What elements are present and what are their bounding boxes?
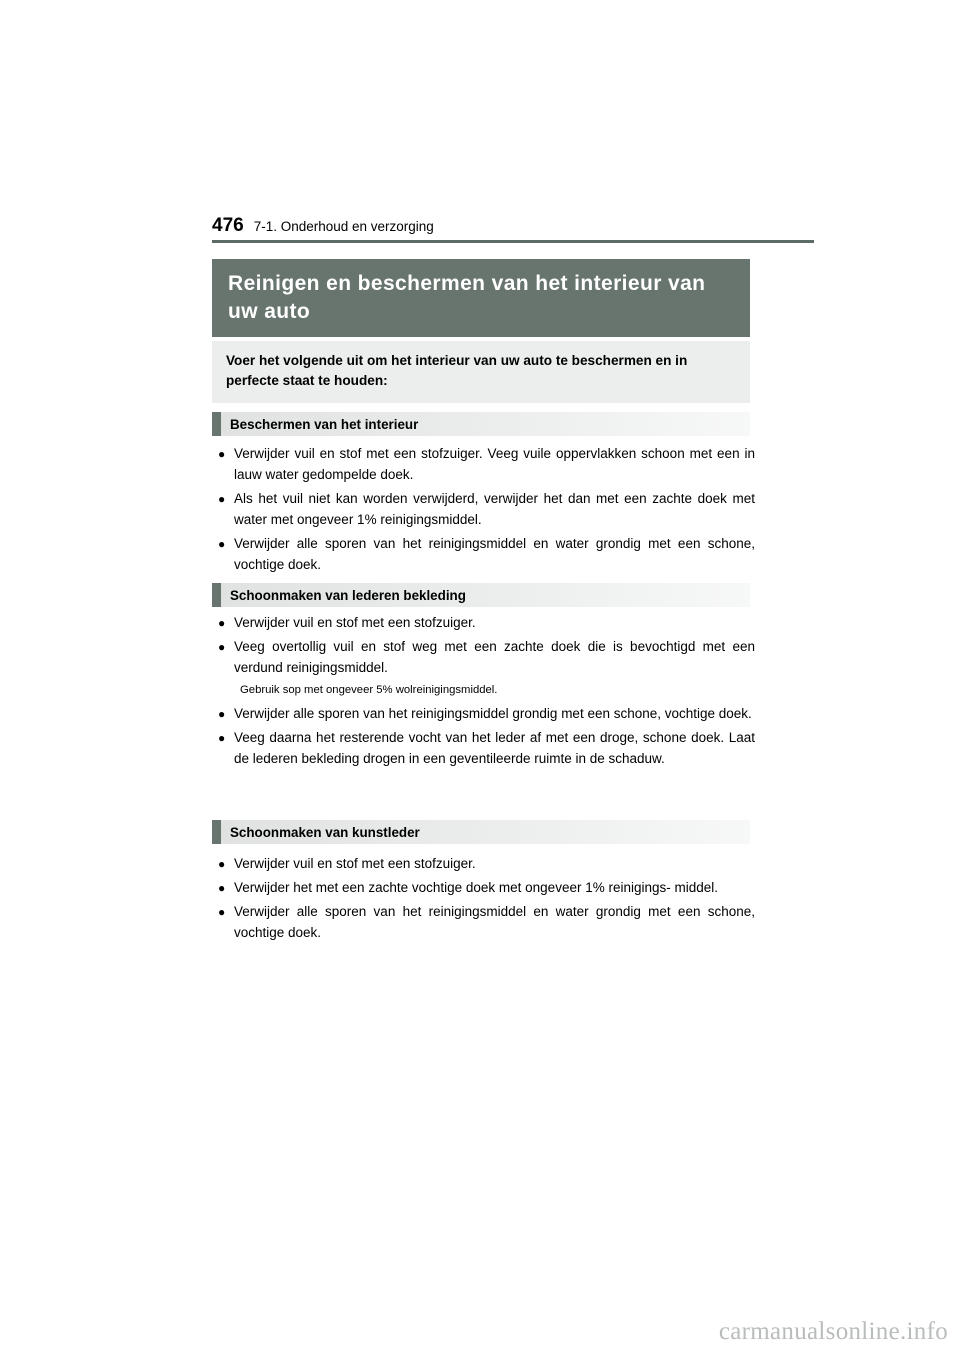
- section-title: Schoonmaken van kunstleder: [230, 824, 420, 840]
- section-marker-icon: [212, 820, 221, 844]
- list-item: [212, 704, 757, 725]
- list-item-text: Als het vuil niet kan worden verwijderd, verwijder het dan met een zachte doek met water met ongeveer 1% reinigingsmiddel.: [234, 490, 755, 527]
- bullet-icon: ●: [218, 616, 226, 630]
- intro-box: [212, 341, 750, 403]
- list-item-text: Verwijder alle sporen van het reinigingsmiddel grondig met een schone, vochtige doek.: [234, 705, 752, 721]
- list-item: [212, 728, 757, 770]
- list-item-text: Verwijder vuil en stof met een stofzuiger.: [234, 615, 476, 630]
- bullet-icon: ●: [218, 730, 226, 745]
- page-title: Reinigen en beschermen van het interieur van uw auto: [228, 272, 706, 323]
- section-body-kunstleder: [212, 854, 757, 947]
- list-item-text: Verwijder alle sporen van het reinigingsmiddel en water grondig met een schone, vochtige doek.: [234, 904, 755, 940]
- section-body-beschermen: [212, 444, 757, 579]
- bullet-icon: ●: [218, 905, 226, 919]
- list-item: [212, 878, 757, 899]
- list-item: [212, 637, 757, 679]
- bullet-icon: ●: [218, 640, 226, 654]
- bullet-icon: ●: [218, 706, 226, 721]
- watermark: carmanualsonline.info: [718, 1318, 948, 1345]
- page-header: [212, 215, 812, 237]
- list-item-text: Verwijder vuil en stof met een stofzuiger.: [234, 856, 476, 871]
- bullet-icon: ●: [218, 857, 226, 871]
- list-item: [212, 902, 757, 944]
- section-header-kunstleder: [212, 820, 750, 844]
- section-title: Beschermen van het interieur: [230, 416, 419, 432]
- list-item: [212, 534, 757, 576]
- list-item-text: Veeg daarna het resterende vocht van het leder af met een droge, schone doek. Laat de lederen bekleding drogen in een geventileerde ruimte in de schaduw.: [234, 729, 755, 766]
- section-note: Gebruik sop met ongeveer 5% wolreinigingsmiddel.: [240, 683, 498, 696]
- list-item-text: Verwijder vuil en stof met een stofzuiger. Veeg vuile oppervlakken schoon met een in lauw water gedompelde doek.: [234, 446, 755, 482]
- bullet-icon: ●: [218, 881, 226, 895]
- section-header-lederen-bekleding: [212, 583, 750, 607]
- page-number: 476: [212, 215, 244, 236]
- list-item: [212, 489, 757, 531]
- header-section-title: 7-1. Onderhoud en verzorging: [253, 219, 434, 234]
- list-item-text: Verwijder het met een zachte vochtige doek met ongeveer 1% reinigings- middel.: [234, 880, 719, 895]
- list-item-text: Verwijder alle sporen van het reinigingsmiddel en water grondig met een schone, vochtige doek.: [234, 535, 755, 572]
- section-header-beschermen: [212, 412, 750, 436]
- section-title: Schoonmaken van lederen bekleding: [230, 587, 466, 603]
- section-marker-icon: [212, 412, 221, 436]
- bullet-icon: ●: [218, 491, 226, 506]
- list-item-text: Veeg overtollig vuil en stof weg met een zachte doek die is bevochtigd met een verdund reinigingsmiddel.: [234, 639, 755, 675]
- intro-text: Voer het volgende uit om het interieur van uw auto te beschermen en in perfecte staat te houden:: [226, 353, 688, 389]
- section-body-lederen-bekleding: [212, 613, 757, 773]
- section-marker-icon: [212, 583, 221, 607]
- bullet-icon: ●: [218, 447, 226, 461]
- page-title-band: [212, 259, 750, 337]
- list-item: [212, 613, 757, 634]
- list-item: [212, 854, 757, 875]
- header-divider: [212, 240, 814, 243]
- list-item: [212, 444, 757, 486]
- bullet-icon: ●: [218, 536, 226, 551]
